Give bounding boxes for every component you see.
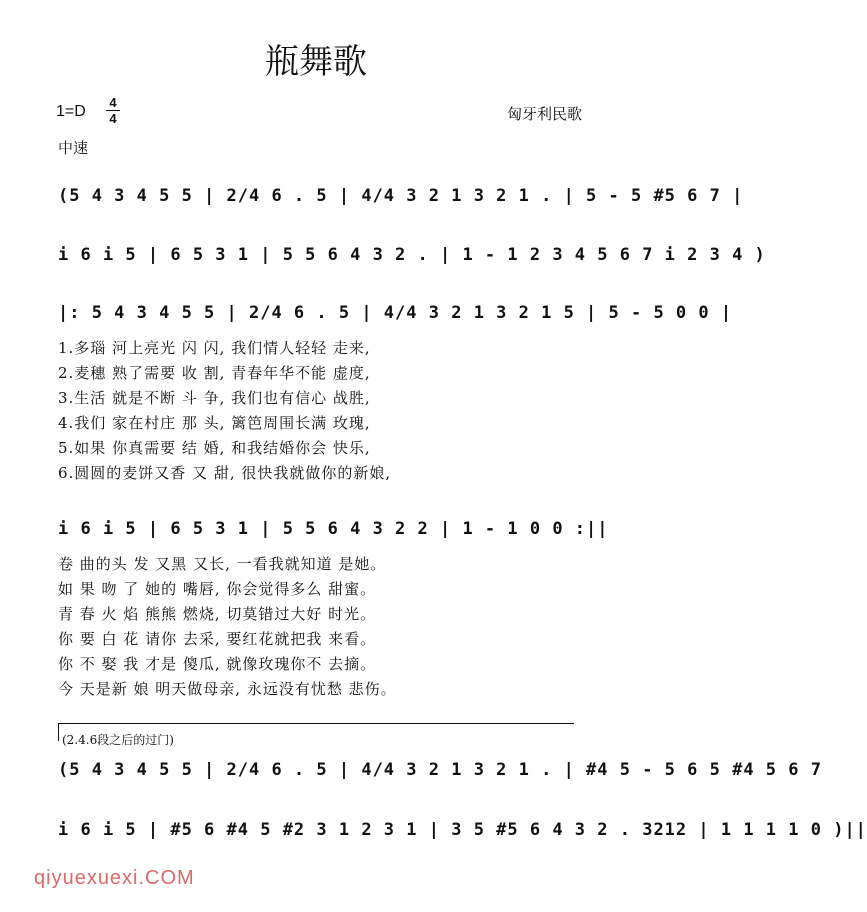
intro-melody-line-2: i 6 i 5 | 6 5 3 1 | 5 5 6 4 3 2 . | 1 - 1 2 3 4 5 6 7 i 2 3 4 ) [58,245,766,265]
time-signature-bottom: 4 [109,111,117,126]
intro-melody-line-1: (5 4 3 4 5 5 | 2/4 6 . 5 | 4/4 3 2 1 3 2 1 . | 5 - 5 #5 6 7 | [58,186,744,206]
lyric-line-4a: 4.我们 家在村庄 那 头, 篱笆周围长满 玫瑰, [58,414,371,432]
song-title: 瓶舞歌 [265,42,367,82]
interlude-label: (2.4.6段之后的过门) [62,733,174,747]
lyric-line-3a: 3.生活 就是不断 斗 争, 我们也有信心 战胜, [58,389,371,407]
time-signature [106,96,120,125]
composer-credit: 匈牙利民歌 [506,105,582,123]
tempo-marking: 中速 [58,139,89,157]
lyric-line-5b: 你 不 娶 我 才是 傻瓜, 就像玫瑰你不 去摘。 [58,655,377,673]
lyric-line-6b: 今 天是新 娘 明天做母亲, 永远没有忧愁 悲伤。 [58,680,397,698]
interlude-bracket-side [58,723,59,741]
lyric-line-2b: 如 果 吻 了 她的 嘴唇, 你会觉得多么 甜蜜。 [58,580,377,598]
lyric-line-4b: 你 要 白 花 请你 去采, 要红花就把我 来看。 [58,630,377,648]
lyric-line-1b: 卷 曲的头 发 又黑 又长, 一看我就知道 是她。 [58,555,387,573]
lyric-line-6a: 6.圆圆的麦饼又香 又 甜, 很快我就做你的新娘, [58,464,392,482]
interlude-bracket-top [58,723,574,724]
verse-melody-line-2: i 6 i 5 | 6 5 3 1 | 5 5 6 4 3 2 2 | 1 - 1 0 0 :|| [58,519,609,539]
key-signature: 1=D [56,103,86,120]
time-signature-top: 4 [109,95,117,110]
lyric-line-5a: 5.如果 你真需要 结 婚, 和我结婚你会 快乐, [58,439,371,457]
interlude-melody-line-1: (5 4 3 4 5 5 | 2/4 6 . 5 | 4/4 3 2 1 3 2 1 . | #4 5 - 5 6 5 #4 5 6 7 [58,760,822,780]
site-watermark: qiyuexuexi.COM [34,867,195,889]
lyric-line-3b: 青 春 火 焰 熊熊 燃烧, 切莫错过大好 时光。 [58,605,377,623]
interlude-melody-line-2: i 6 i 5 | #5 6 #4 5 #2 3 1 2 3 1 | 3 5 #5 6 4 3 2 . 3212 | 1 1 1 1 0 )|| [58,820,867,840]
lyric-line-1a: 1.多瑙 河上亮光 闪 闪, 我们情人轻轻 走来, [58,339,371,357]
verse-melody-line-1: |: 5 4 3 4 5 5 | 2/4 6 . 5 | 4/4 3 2 1 3 2 1 5 | 5 - 5 0 0 | [58,303,733,323]
lyric-line-2a: 2.麦穗 熟了需要 收 割, 青春年华不能 虚度, [58,364,371,382]
